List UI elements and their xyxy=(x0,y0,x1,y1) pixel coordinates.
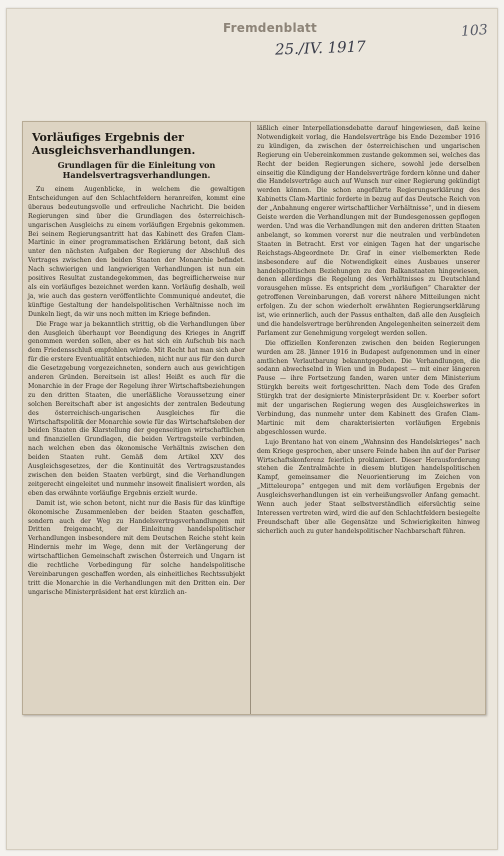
article-headline: Vorläufiges Ergebnis der Ausgleichsverhandlungen. xyxy=(32,131,196,157)
newspaper-name-stamp: Fremdenblatt xyxy=(223,21,317,35)
paragraph: läßlich einer Interpellationsdebatte darauf hingewiesen, daß keine Notwendigkeit vorlag, die Handelsverträge bis Ende Dezember 1916 zu kündigen, da zwischen der österreichischen und ungarischen Regierung ein Uebereinkommen zustande gekommen sei, welches das Recht der beiden Regierungen sichere, sowohl jede derselben einseitig die Kündigung der Handelsverträge fordern könne und daher die Handelsverträge auch auf Wunsch nur einer Regierung gekündigt werden können. Die schon angeführte Regierungserklärung des Kabinetts Clam-Martinic forderte in bezug auf das Deutsche Reich von der „Anbahnung engerer wirtschaftlicher Verhältnisse“, und in diesem Geiste werden die Verhandlungen mit der Bundesgenossen gepflogen werden. Und was die Verhandlungen mit den anderen dritten Staaten anbelangt, so kommen vorerst nur die neutralen und verbündeten Staaten in Betracht. Erst vor einigen Tagen hat der ungarische Reichstags-Abgeordnete Dr. Graf in einer vielbemerkten Rede insbesondere auf die Notwendigkeit eines Ausbaues unserer handelspolitischen Beziehungen zu den Balkanstaaten hingewiesen, denen allerdings die Regelung des Verhältnisses zu Deutschland vorausgehen müsse. Es entspricht dem „vorläufigen“ Charakter der getroffenen Vereinbarungen, daß vorerst nähere Mitteilungen nicht erfolgen. Zu der schon wiederholt erwähnten Regierungserklärung ist, wie erinnerlich, auch der Passus enthalten, daß alle den Ausgleich und die handelsvertrage berührenden Angelegenheiten seinerzeit dem Parlament zur Genehmigung vorgelegt werden sollen. xyxy=(257,125,480,337)
paragraph: Damit ist, wie schon betont, nicht nur die Basis für das künftige ökonomische Zusammenleben der beiden Staaten geschaffen, sondern auch der Weg zu Handelsvertragsverhandlungen mit Dritten freigemacht, der Einleitung handelspolitischer Verhandlungen insbesondere mit dem Deutschen Reiche steht kein Hindernis mehr im Wege, denn mit der Verlängerung der wirtschaftlichen Gemeinschaft zwischen Österreich und Ungarn ist die rechtliche Vorbedingung für solche handelspolitische Vereinbarungen geschaffen worden, als einheitliches Rechtssubjekt tritt die Monarchie in die Verhandlungen mit den Dritten ein. Der ungarische Ministerpräsident hat erst kürzlich an- xyxy=(28,499,245,596)
article-subheadline: Grundlagen für die Einleitung von Handelsvertragsverhandlungen. xyxy=(57,160,216,180)
article-right-column xyxy=(252,122,485,714)
newspaper-clipping xyxy=(22,121,486,715)
paragraph: Lujo Brentano hat von einem „Wahnsinn des Handelskrieges“ nach dem Kriege gesprochen, aber unsere Feinde haben ihn auf der Pariser Wirtschaftskonferenz feierlich proklamiert. Dieser Herausforderung stehen die Zentralmächte in diesem blutigen handelspolitischen Kampf, gemeinsamer die Neuorientierung im Zeichen von „Mitteleuropa“ entgegen und mit dem vorläufigen Ergebnis der Ausgleichsverhandlungen ist ein verheißungsvoller Anfang gemacht. Wenn auch jeder Staat selbstverständlich eifersüchtig seine Interessen vertreten wird, wird die auf den Schlachtfeldern besiegelte Freundschaft über alle Gegensätze und Schwierigkeiten hinweg sicherlich auch zu guter handelspolitischer Nachbarschaft führen. xyxy=(257,438,480,535)
article-left-column xyxy=(23,122,251,714)
paragraph: Die offiziellen Konferenzen zwischen den beiden Regierungen wurden am 28. Jänner 1916 in Budapest aufgenommen und in einer amtlichen Verlautbarung bekanntgegeben. Die Verhandlungen, die sodann abwechselnd in Wien und in Budapest — mit einer längeren Pause — ihre Fortsetzung fanden, waren unter dem Ministerium Stürgkh bereits weit fortgeschritten. Nach dem Tode des Grafen Stürgkh trat der designierte Ministerpräsident Dr. v. Koerber sofort mit der ungarischen Regierung wegen des Ausgleichswerkes in Verbindung, das nunmehr unter dem Kabinett des Grafen Clam-Martinic mit dem charakterisierten vorläufigen Ergebnis abgeschlossen wurde. xyxy=(257,339,480,436)
archive-number: 103 xyxy=(460,22,489,40)
handwritten-date: 25./IV. 1917 xyxy=(274,37,367,59)
paragraph: Zu einem Augenblicke, in welchem die gewaltigen Entscheidungen auf den Schlachtfeldern heranreifen, kommt eine überaus bedeutungsvolle und erfreuliche Nachricht. Die beiden Regierungen sind über die Grundlagen des österreichisch-ungarischen Ausgleichs zu einem vorläufigen Ergebnis gekommen. Bei seinem Regierungsantritt hat das Kabinett des Grafen Clam-Martinic in einer programmatischen Erklärung betont, daß sich unter den nächsten Aufgaben der Regierung der Abschluß des Vertrages zwischen den beiden Staaten der Monarchie befindet. Nach schwierigen und langwierigen Verhandlungen ist nun ein positives Resultat zustandegekommen, das begreiflicherweise nur als ein vorläufiges bezeichnet werden kann. Vorläufig deshalb, weil ja, wie auch das gestern veröffentlichte Communiqué andeutet, die künftige Gestaltung der handelspolitischen Verhältnisse noch im Dunkeln liegt, da wir uns noch mitten im Kriege befinden. xyxy=(28,186,245,318)
paragraph: Die Frage war ja bekanntlich strittig, ob die Verhandlungen über den Ausgleich überhaupt vor Beendigung des Krieges in Angriff genommen werden sollen, aber es hat sich ein Aufschub bis nach dem Friedensschluß empfohlen würde. Mit Recht hat man sich aber für die erstere Eventualität entschieden, nicht nur aus für den durch die Gesetzgebung vorgezeichneten, sondern auch aus gewichtigen anderen Gründen. Bereitsein ist alles! Heißt es auch für die Monarchie in der Frage der Regelung ihrer Wirtschaftsbeziehungen zu den dritten Staaten, die unerläßliche Voraussetzung einer solchen Bereitschaft aber ist angesichts der zentralen Bedeutung des österreichisch-ungarischen Ausgleiches für die Wirtschaftspolitik der Monarchie sowie für das Wirtschaftsleben der beiden Staaten die Klarstellung der gegenseitigen wirtschaftlichen und finanziellen Grundlagen, die beiden Vertragsteile verbinden, nach welchen eben das ökonomische Verhältnis zwischen den beiden Staaten ruht. Gemäß dem Artikel XXV des Ausgleichsgesetzes, der die Kontinuität des Vertragszustandes zwischen den beiden Staaten verbürgt, sind die Verhandlungen zeitgerecht eingeleitet und nunmehr insoweit finalisiert worden, als eben das erwähnte vorläufige Ergebnis erzielt wurde. xyxy=(28,320,245,497)
